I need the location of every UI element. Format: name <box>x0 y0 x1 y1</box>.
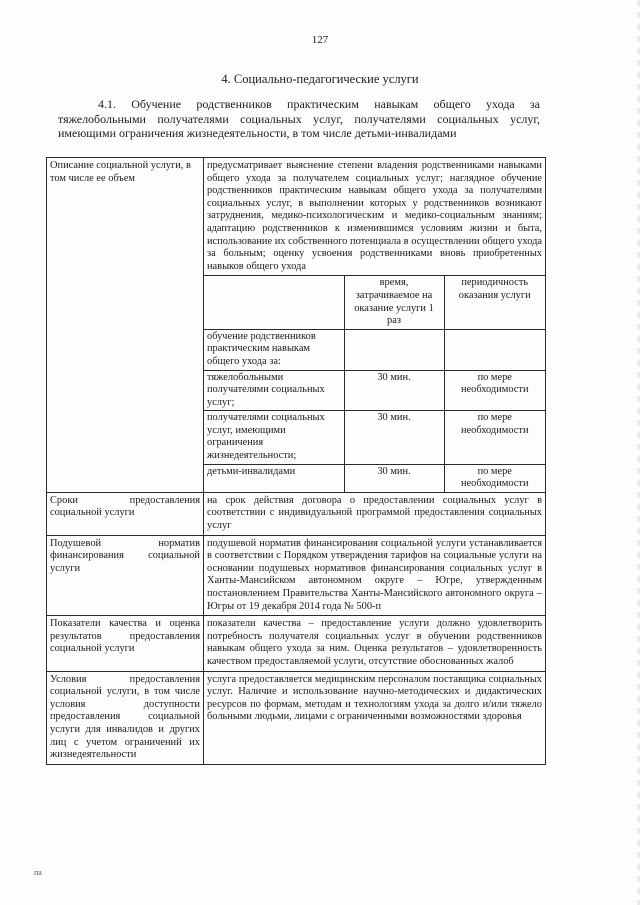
item-time: 30 мин. <box>344 464 444 492</box>
footer-mark: па <box>34 868 42 877</box>
quality-row <box>47 616 546 671</box>
item-label: тяжелобольными получателями социальных услуг; <box>204 370 344 411</box>
item-period: по мере необходимости <box>444 411 545 464</box>
terms-row <box>47 492 546 535</box>
training-intro-time-empty <box>344 329 444 370</box>
item-label: детьми-инвалидами <box>204 464 344 492</box>
norm-text: подушевой норматив финансирования социальной услуги устанавливается в соответствии с Порядком утверждения тарифов на социальные услуги на основании подушевых нормативов финансирования социальных услуг в Ханты-Мансийском автономном округе – Югре, утвержденным постановлением Правительства Ханты-Мансийского автономного округа – Югры от 19 декабря 2014 года № 500-п <box>204 535 546 616</box>
item-time: 30 мин. <box>344 370 444 411</box>
description-cell <box>204 158 546 493</box>
page-number: 127 <box>311 34 329 46</box>
training-intro: обучение родственников практическим навыкам общего ухода за: <box>204 329 344 370</box>
header-time: время, затрачиваемое на оказание услуги 1 раз <box>344 276 444 329</box>
conditions-text: услуга предоставляется медицинским персоналом поставщика социальных услуг. Наличие и использование научно-методических и дидактических ресурсов по формам, методам и технологиям ухода за долго и/или тяжело больными людьми, лицами с ограниченными возможностями здоровья <box>204 671 546 764</box>
schedule-header-row <box>204 276 545 329</box>
schedule-row <box>204 370 545 411</box>
norm-row <box>47 535 546 616</box>
description-text: предусматривает выяснение степени владения родственниками навыками общего ухода за получателем социальных услуг; наглядное обучение родственников практическим навыкам общего ухода за получателями социальных услуг, в выполнении которых у родственников возникают затруднения, медико-психологическим и медико-социальным знаниям; адаптацию родственников к изменившимся условиям жизни и быта, использование их собственного потенциала в осуществлении общего ухода за больным; оценку усвоения родственниками вновь приобретенных навыков общего ухода <box>204 158 545 276</box>
schedule-row <box>204 411 545 464</box>
description-label: Описание социальной услуги, в том числе ее объем <box>47 158 204 493</box>
item-label: получателями социальных услуг, имеющими ограничения жизнедеятельности; <box>204 411 344 464</box>
terms-text: на срок действия договора о предоставлении социальных услуг в соответствии с индивидуальной программой предоставления социальных услуг <box>204 492 546 535</box>
norm-label: Подушевой норматив финансирования социальной услуги <box>47 535 204 616</box>
quality-text: показатели качества – предоставление услуги должно удовлетворить потребность получателя социальных услуг в обучении родственников навыкам общего ухода за ним. Оценка результатов – удовлетворенность качеством предоставляемой услуги, отсутствие обоснованных жалоб <box>204 616 546 671</box>
service-table <box>46 157 546 765</box>
schedule-intro-row <box>204 329 545 370</box>
quality-label: Показатели качества и оценка результатов предоставления социальной услуги <box>47 616 204 671</box>
item-time: 30 мин. <box>344 411 444 464</box>
service-intro: 4.1. Обучение родственников практическим навыкам общего ухода за тяжелобольными получателями социальных услуг, получателями социальных услуг, имеющими ограничения жизнедеятельности, в том числе детьми-инвалидами <box>58 97 540 140</box>
description-row <box>47 158 546 493</box>
training-intro-period-empty <box>444 329 545 370</box>
schedule-header-empty <box>204 276 344 329</box>
item-period: по мере необходимости <box>460 465 529 490</box>
section-title: 4. Социально-педагогические услуги <box>221 72 419 86</box>
terms-label: Сроки предоставления социальной услуги <box>47 492 204 535</box>
schedule-table <box>204 276 545 492</box>
item-period: по мере необходимости <box>444 370 545 411</box>
conditions-row <box>47 671 546 764</box>
header-period: периодичность оказания услуги <box>444 276 545 329</box>
schedule-row <box>204 464 545 492</box>
conditions-label: Условия предоставления социальной услуги, в том числе условия доступности предоставления социальной услуги для инвалидов и других лиц с учетом ограничений их жизнедеятельности <box>47 671 204 764</box>
